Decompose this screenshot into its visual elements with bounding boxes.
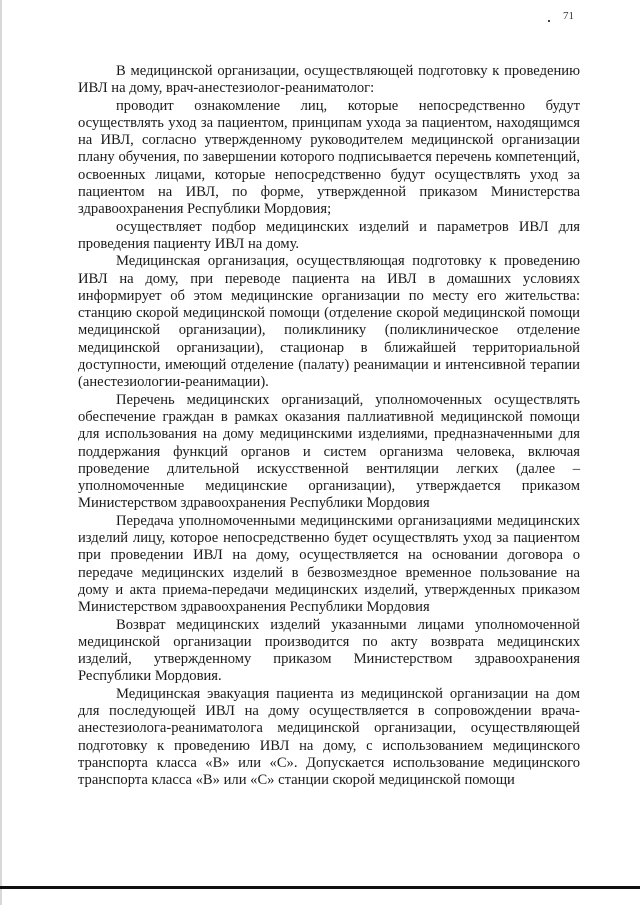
- paragraph-device-transfer: Передача уполномоченными медицинскими организациями медицинских изделий лицу, которое непосредственно будет осуществлять уход за пациентом при проведении ИВЛ на дому, осуществляется на основании договора о передаче медицинских изделий в безвозмездное временное пользование на дому и акта приема-передачи медицинских изделий, утвержденных приказом Министерством здравоохранения Республики Мордовия: [78, 512, 580, 616]
- scan-dot-mark: [548, 20, 550, 22]
- paragraph-device-return: Возврат медицинских изделий указанными лицами уполномоченной медицинской организации производится по акту возврата медицинских изделий, утвержденному приказом Министерством здравоохранения Республики Мордовия.: [78, 616, 580, 685]
- paragraph-authorized-list: Перечень медицинских организаций, уполномоченных осуществлять обеспечение граждан в рамках оказания паллиативной медицинской помощи для использования на дому медицинскими изделиями, предназначенными для поддержания функций органов и систем организма человека, включая проведение длительной искусственной вентиляции легких (далее – уполномоченные медицинские организации), утверждается приказом Министерством здравоохранения Республики Мордовия: [78, 391, 580, 512]
- document-body: [78, 63, 580, 789]
- paragraph-device-selection: осуществляет подбор медицинских изделий и параметров ИВЛ для проведения пациенту ИВЛ на дому.: [78, 218, 580, 252]
- paragraph-notification: Медицинская организация, осуществляющая подготовку к проведению ИВЛ на дому, при переводе пациента на ИВЛ в домашних условиях информирует об этом медицинские организации по месту его жительства: станцию скорой медицинской помощи (отделение скорой медицинской помощи медицинской организации), поликлинику (поликлиническое отделение медицинской организации), стационар в ближайшей территориальной доступности, имеющий отделение (палату) реанимации и интенсивной терапии (анестезиологии-реанимации).: [78, 253, 580, 391]
- paragraph-intro: В медицинской организации, осуществляющей подготовку к проведению ИВЛ на дому, врач-анестезиолог-реаниматолог:: [78, 63, 580, 97]
- scan-left-edge: [0, 0, 2, 905]
- page-number: 71: [563, 10, 574, 22]
- scan-bottom-edge: [0, 886, 640, 889]
- paragraph-familiarization: проводит ознакомление лиц, которые непосредственно будут осуществлять уход за пациентом, принципам ухода за пациентом, находящимся на ИВЛ, согласно утвержденному руководителем медицинской организации плану обучения, по завершении которого подписывается перечень компетенций, освоенных лицами, которые непосредственно будут осуществлять уход за пациентом на ИВЛ, по форме, утвержденной приказом Министерства здравоохранения Республики Мордовия;: [78, 97, 580, 218]
- paragraph-evacuation: Медицинская эвакуация пациента из медицинской организации на дом для последующей ИВЛ на дому осуществляется в сопровождении врача-анестезиолога-реаниматолога медицинской организации, осуществляющей подготовку к проведению ИВЛ на дому, с использованием медицинского транспорта класса «В» или «С». Допускается использование медицинского транспорта класса «В» или «С» станции скорой медицинской помощи: [78, 685, 580, 789]
